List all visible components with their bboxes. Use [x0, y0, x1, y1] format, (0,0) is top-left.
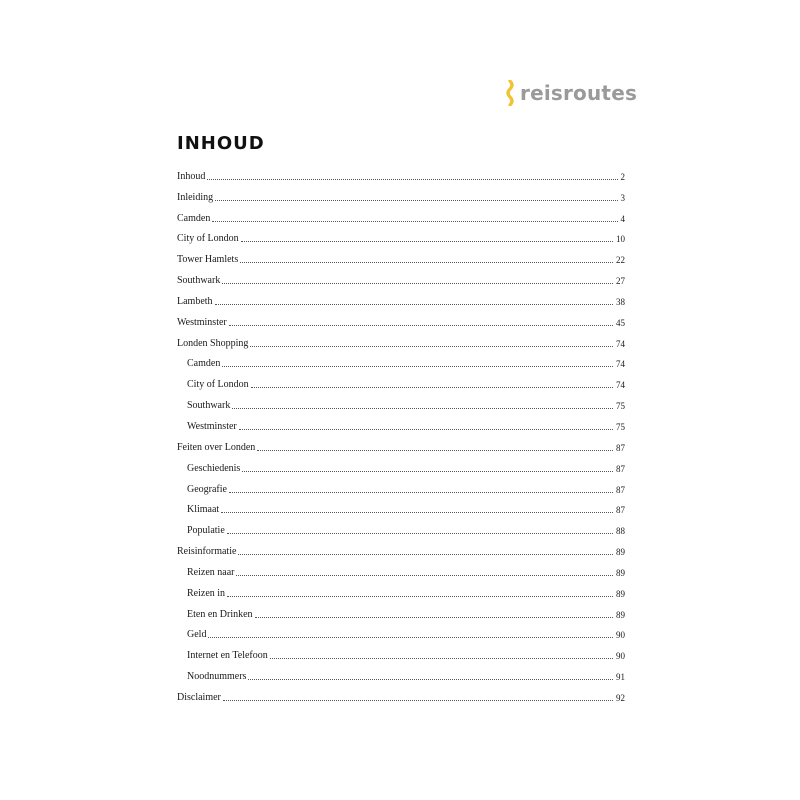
- toc-entry-label: Westminster: [177, 316, 227, 328]
- toc-entry[interactable]: [177, 496, 625, 517]
- toc-entry-page: 22: [616, 255, 625, 266]
- toc-entry[interactable]: [177, 391, 625, 412]
- toc-dot-leader: [270, 657, 613, 659]
- toc-entry-label: Noodnummers: [187, 671, 247, 683]
- toc-entry-label: Klimaat: [187, 504, 220, 516]
- toc-entry-label: Westminster: [187, 420, 237, 432]
- toc-entry-label: Lambeth: [177, 295, 213, 307]
- toc-dot-leader: [255, 616, 613, 618]
- toc-entry-page: 38: [616, 296, 625, 307]
- toc-dot-leader: [229, 491, 613, 493]
- toc-entry-label: Camden: [177, 212, 211, 224]
- toc-dot-leader: [241, 240, 613, 242]
- logo-mark-icon: [505, 80, 517, 106]
- toc-entry-label: Disclaimer: [177, 691, 221, 703]
- toc-entry-label: Southwark: [187, 400, 231, 412]
- toc-entry-page: 27: [616, 276, 625, 287]
- toc-dot-leader: [236, 574, 613, 576]
- toc-dot-leader: [222, 365, 613, 367]
- page-title: INHOUD: [177, 133, 265, 154]
- toc-dot-leader: [223, 699, 613, 701]
- toc-entry-page: 87: [616, 505, 625, 516]
- toc-entry-label: Internet en Telefoon: [187, 650, 268, 662]
- toc-entry-label: Populatie: [187, 525, 225, 537]
- toc-entry-label: Geschiedenis: [187, 462, 241, 474]
- toc-entry-label: Reizen naar: [187, 566, 235, 578]
- toc-entry[interactable]: [177, 204, 625, 225]
- toc-dot-leader: [240, 261, 613, 263]
- toc-entry-page: 4: [620, 213, 625, 224]
- table-of-contents: [177, 162, 625, 704]
- toc-entry-label: Reizen in: [187, 587, 226, 599]
- toc-entry-label: Tower Hamlets: [177, 254, 239, 266]
- toc-entry[interactable]: [177, 225, 625, 246]
- toc-entry[interactable]: [177, 683, 625, 704]
- toc-entry-label: Southwark: [177, 275, 221, 287]
- toc-dot-leader: [251, 386, 613, 388]
- toc-entry[interactable]: [177, 245, 625, 266]
- toc-entry-label: Geld: [187, 629, 207, 641]
- toc-entry[interactable]: [177, 266, 625, 287]
- toc-dot-leader: [238, 553, 613, 555]
- toc-entry[interactable]: [177, 412, 625, 433]
- toc-entry[interactable]: [177, 433, 625, 454]
- toc-entry-label: City of London: [187, 379, 249, 391]
- toc-entry[interactable]: [177, 329, 625, 350]
- toc-dot-leader: [215, 303, 613, 305]
- toc-entry[interactable]: [177, 662, 625, 683]
- toc-dot-leader: [232, 407, 613, 409]
- toc-dot-leader: [221, 511, 613, 513]
- reisroutes-logo: [505, 80, 637, 106]
- toc-entry-label: Londen Shopping: [177, 337, 249, 349]
- toc-entry[interactable]: [177, 537, 625, 558]
- toc-entry-page: 90: [616, 651, 625, 662]
- toc-entry-page: 75: [616, 421, 625, 432]
- toc-dot-leader: [212, 220, 617, 222]
- toc-entry-label: Feiten over Londen: [177, 441, 256, 453]
- toc-dot-leader: [248, 678, 613, 680]
- toc-entry[interactable]: [177, 558, 625, 579]
- toc-entry-page: 2: [620, 171, 625, 182]
- toc-entry-page: 45: [616, 317, 625, 328]
- toc-entry-page: 10: [616, 234, 625, 245]
- toc-dot-leader: [208, 636, 613, 638]
- toc-entry[interactable]: [177, 641, 625, 662]
- toc-dot-leader: [207, 178, 617, 180]
- toc-entry-page: 74: [616, 380, 625, 391]
- toc-entry[interactable]: [177, 475, 625, 496]
- toc-entry-label: Camden: [187, 358, 221, 370]
- toc-entry-page: 3: [620, 192, 625, 203]
- toc-entry[interactable]: [177, 454, 625, 475]
- toc-dot-leader: [257, 449, 613, 451]
- toc-dot-leader: [222, 282, 613, 284]
- toc-entry[interactable]: [177, 579, 625, 600]
- toc-entry-page: 89: [616, 567, 625, 578]
- toc-entry-label: Inhoud: [177, 170, 206, 182]
- toc-entry-page: 88: [616, 526, 625, 537]
- toc-entry-label: Geografie: [187, 483, 227, 495]
- toc-entry[interactable]: [177, 287, 625, 308]
- toc-entry-label: Inleiding: [177, 191, 214, 203]
- toc-entry-page: 89: [616, 588, 625, 599]
- toc-dot-leader: [239, 428, 613, 430]
- toc-dot-leader: [227, 532, 613, 534]
- toc-entry-page: 74: [616, 359, 625, 370]
- toc-entry-label: Reisinformatie: [177, 546, 237, 558]
- toc-entry-page: 89: [616, 547, 625, 558]
- toc-entry-label: City of London: [177, 233, 239, 245]
- toc-entry[interactable]: [177, 183, 625, 204]
- toc-entry-page: 74: [616, 338, 625, 349]
- toc-entry-page: 75: [616, 401, 625, 412]
- toc-entry-page: 87: [616, 442, 625, 453]
- toc-entry[interactable]: [177, 516, 625, 537]
- toc-entry[interactable]: [177, 370, 625, 391]
- toc-dot-leader: [242, 470, 613, 472]
- toc-entry[interactable]: [177, 600, 625, 621]
- toc-entry[interactable]: [177, 308, 625, 329]
- toc-entry-page: 87: [616, 463, 625, 474]
- logo-text: reisroutes: [520, 81, 638, 105]
- toc-entry[interactable]: [177, 621, 625, 642]
- toc-entry[interactable]: [177, 162, 625, 183]
- toc-dot-leader: [215, 199, 617, 201]
- toc-entry-page: 90: [616, 630, 625, 641]
- toc-entry-page: 91: [616, 672, 625, 683]
- toc-entry[interactable]: [177, 350, 625, 371]
- toc-entry-page: 87: [616, 484, 625, 495]
- toc-dot-leader: [250, 345, 613, 347]
- toc-dot-leader: [229, 324, 613, 326]
- toc-entry-label: Eten en Drinken: [187, 608, 253, 620]
- toc-entry-page: 92: [616, 692, 625, 703]
- toc-entry-page: 89: [616, 609, 625, 620]
- toc-dot-leader: [227, 595, 613, 597]
